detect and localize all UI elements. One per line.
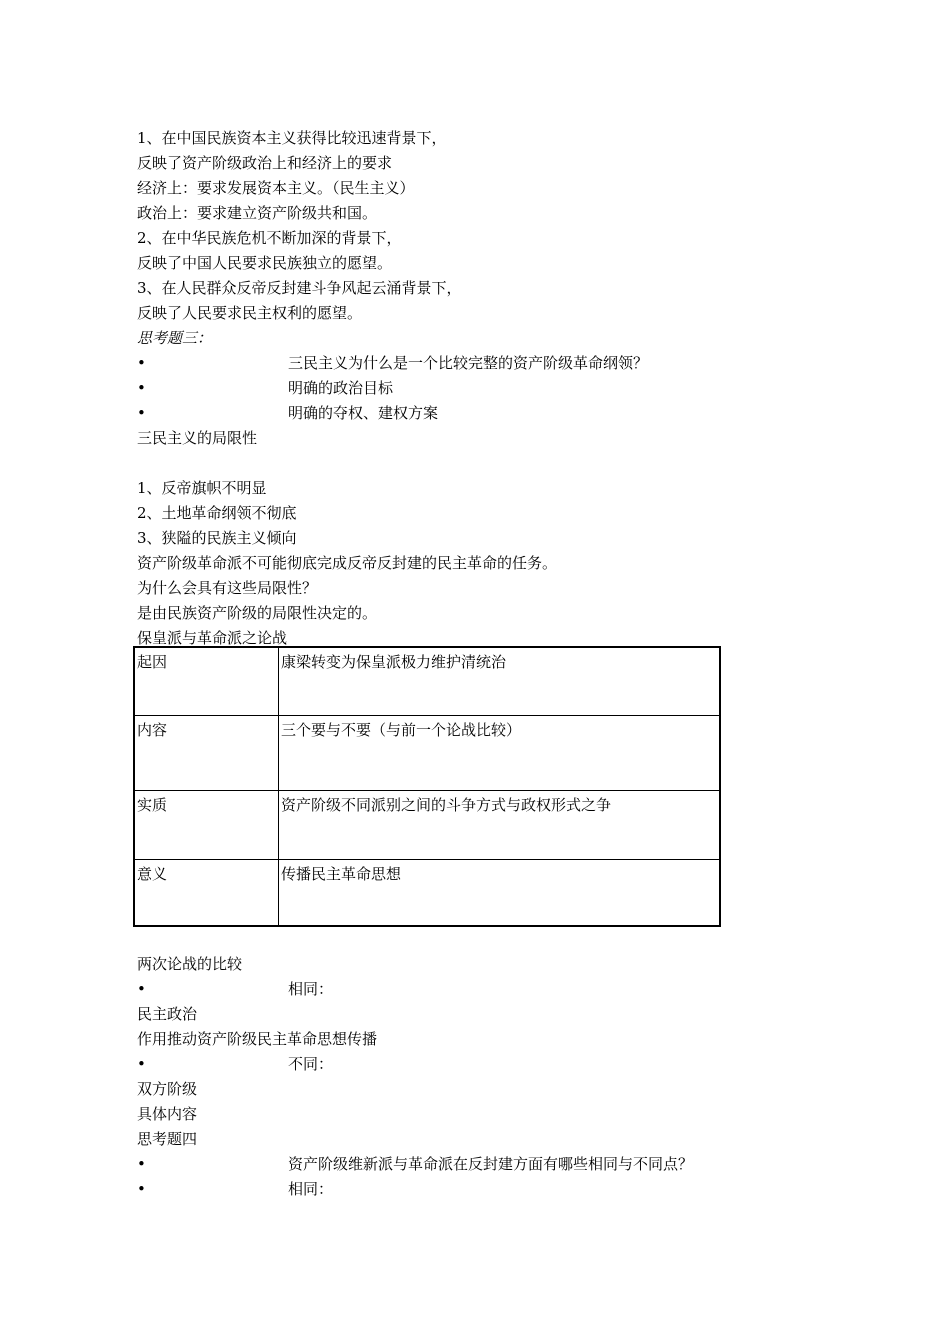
bullet-icon: • [137, 1155, 146, 1173]
text-line: 具体内容 [137, 1105, 198, 1123]
bullet-icon: • [137, 1180, 146, 1198]
bullet-icon: • [137, 404, 146, 422]
table-caption: 保皇派与革命派之论战 [137, 629, 288, 647]
bullet-item [137, 977, 837, 1002]
text-line: 政治上：要求建立资产阶级共和国。 [137, 204, 378, 222]
text-line: 2、在中华民族危机不断加深的背景下， [137, 229, 402, 247]
debate-table [133, 646, 721, 927]
text-line: 反映了资产阶级政治上和经济上的要求 [137, 154, 393, 172]
bullet-icon: • [137, 354, 146, 372]
text-line: 反映了中国人民要求民族独立的愿望。 [137, 254, 393, 272]
text-line: 1、在中国民族资本主义获得比较迅速背景下， [137, 129, 447, 147]
bullet-text: 相同： [288, 1180, 334, 1198]
bullet-text: 三民主义为什么是一个比较完整的资产阶级革命纲领？ [288, 354, 649, 372]
text-line: 双方阶级 [137, 1080, 198, 1098]
table-cell-label: 内容 [134, 715, 279, 790]
limitations-heading: 三民主义的局限性 [137, 429, 258, 447]
bullet-item [137, 1152, 837, 1177]
bullet-item [137, 351, 837, 376]
text-line: 2、土地革命纲领不彻底 [137, 504, 297, 522]
text-line: 作用推动资产阶级民主革命思想传播 [137, 1030, 378, 1048]
upper-section [137, 126, 837, 651]
bullet-icon: • [137, 379, 146, 397]
table-cell-content: 传播民主革命思想 [279, 859, 721, 926]
bullet-text: 资产阶级维新派与革命派在反封建方面有哪些相同与不同点？ [288, 1155, 694, 1173]
table-row [134, 790, 720, 859]
text-line: 民主政治 [137, 1005, 198, 1023]
table-cell-content: 三个要与不要（与前一个论战比较） [279, 715, 721, 790]
text-line: 是由民族资产阶级的局限性决定的。 [137, 604, 378, 622]
bullet-item [137, 401, 837, 426]
table-cell-content: 康梁转变为保皇派极力维护清统治 [279, 647, 721, 715]
text-line: 反映了人民要求民主权利的愿望。 [137, 304, 363, 322]
table-cell-label: 实质 [134, 790, 279, 859]
table-row [134, 647, 720, 715]
bullet-item [137, 1052, 837, 1077]
thinking4-heading: 思考题四 [137, 1130, 198, 1148]
text-line: 经济上：要求发展资本主义。（民生主义） [137, 179, 415, 197]
text-line: 为什么会具有这些局限性？ [137, 579, 318, 597]
table-cell-label: 起因 [134, 647, 279, 715]
text-line: 1、反帝旗帜不明显 [137, 479, 267, 497]
bullet-text: 相同： [288, 980, 334, 998]
text-line: 3、在人民群众反帝反封建斗争风起云涌背景下， [137, 279, 462, 297]
table-row [134, 715, 720, 790]
lower-section [137, 952, 837, 1202]
bullet-item [137, 1177, 837, 1202]
bullet-icon: • [137, 980, 146, 998]
bullet-item [137, 376, 837, 401]
bullet-text: 明确的政治目标 [288, 379, 394, 397]
text-line: 资产阶级革命派不可能彻底完成反帝反封建的民主革命的任务。 [137, 554, 558, 572]
bullet-icon: • [137, 1055, 146, 1073]
thinking3-heading: 思考题三： [137, 329, 213, 347]
table-row [134, 859, 720, 926]
comparison-heading: 两次论战的比较 [137, 955, 243, 973]
table-cell-label: 意义 [134, 859, 279, 926]
text-line: 3、狭隘的民族主义倾向 [137, 529, 297, 547]
bullet-text: 不同： [288, 1055, 334, 1073]
bullet-text: 明确的夺权、建权方案 [288, 404, 439, 422]
table-cell-content: 资产阶级不同派别之间的斗争方式与政权形式之争 [279, 790, 721, 859]
blank-line [137, 451, 837, 476]
